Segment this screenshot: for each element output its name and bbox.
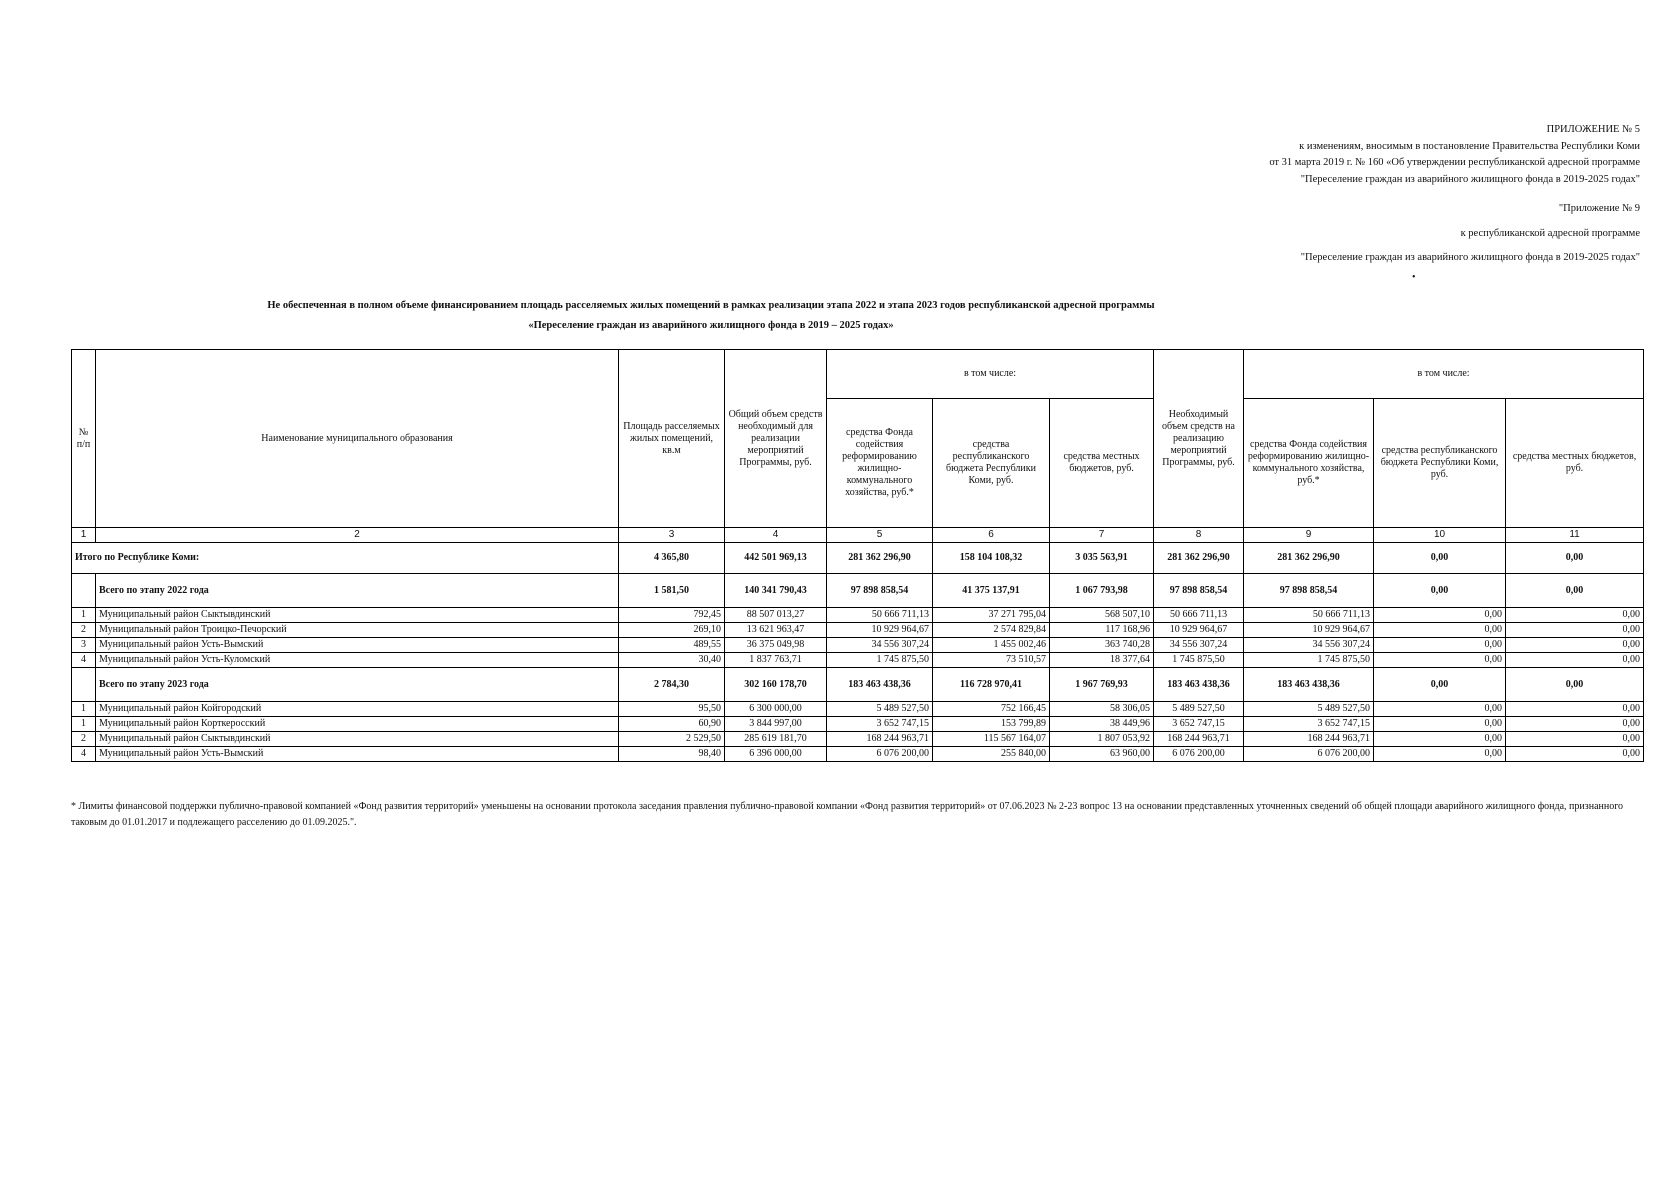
municipality-name: Муниципальный район Корткеросский <box>96 717 619 732</box>
municipality-name: Муниципальный район Сыктывдинский <box>96 608 619 623</box>
col-number: 4 <box>725 528 827 543</box>
row-number: 4 <box>72 747 96 762</box>
municipality-name: Муниципальный район Сыктывдинский <box>96 732 619 747</box>
header-including-2: в том числе: <box>1244 350 1644 399</box>
header-needed-volume: Необходимый объем средств на реализацию мероприятий Программы, руб. <box>1154 350 1244 528</box>
appendix-line: ПРИЛОЖЕНИЕ № 5 <box>1546 124 1640 135</box>
total-value: 281 362 296,90 <box>827 543 933 574</box>
cell-value: 50 666 711,13 <box>1244 608 1374 623</box>
cell-value: 5 489 527,50 <box>1154 702 1244 717</box>
cell-value: 0,00 <box>1374 702 1506 717</box>
cell-value: 5 489 527,50 <box>827 702 933 717</box>
col-number: 5 <box>827 528 933 543</box>
appendix-9-line: "Приложение № 9 <box>1558 203 1640 214</box>
municipality-name: Муниципальный район Усть-Куломский <box>96 653 619 668</box>
cell-value: 58 306,05 <box>1050 702 1154 717</box>
cell-value: 568 507,10 <box>1050 608 1154 623</box>
cell-value: 489,55 <box>619 638 725 653</box>
cell-value: 0,00 <box>1506 747 1644 762</box>
cell-value: 34 556 307,24 <box>1244 638 1374 653</box>
total-value: 4 365,80 <box>619 543 725 574</box>
appendix-9-line: к республиканской адресной программе <box>1460 227 1640 239</box>
cell-value: 0,00 <box>1374 732 1506 747</box>
stage-value: 140 341 790,43 <box>725 574 827 608</box>
table-row <box>72 717 1644 732</box>
col-number: 10 <box>1374 528 1506 543</box>
appendix-line: "Переселение граждан из аварийного жилищного фонда в 2019-2025 годах" <box>1300 173 1640 185</box>
cell-value: 34 556 307,24 <box>1154 638 1244 653</box>
stage-value: 0,00 <box>1374 668 1506 702</box>
title-line-1: Не обеспеченная в полном объеме финансированием площадь расселяемых жилых помещений в рамках реализации этапа 2022 и этапа 2023 годов республиканской адресной программы <box>267 300 1155 311</box>
table-row <box>72 653 1644 668</box>
col-number: 6 <box>933 528 1050 543</box>
cell-value: 0,00 <box>1374 747 1506 762</box>
header-fund-2: средства Фонда содействия реформированию жилищно-коммунального хозяйства, руб.* <box>1244 399 1374 528</box>
total-value: 158 104 108,32 <box>933 543 1050 574</box>
stage-value: 183 463 438,36 <box>1244 668 1374 702</box>
stage-value: 0,00 <box>1506 574 1644 608</box>
cell-value: 60,90 <box>619 717 725 732</box>
cell-value: 5 489 527,50 <box>1244 702 1374 717</box>
header-republic-budget-1: средства республиканского бюджета Республики Коми, руб. <box>933 399 1050 528</box>
row-number: 1 <box>72 717 96 732</box>
cell-value: 0,00 <box>1506 732 1644 747</box>
total-label: Итого по Республике Коми: <box>72 543 619 574</box>
cell-value: 792,45 <box>619 608 725 623</box>
header-local-budget-1: средства местных бюджетов, руб. <box>1050 399 1154 528</box>
header-fund-1: средства Фонда содействия реформированию жилищно-коммунального хозяйства, руб.* <box>827 399 933 528</box>
cell-value: 10 929 964,67 <box>1244 623 1374 638</box>
row-number: 2 <box>72 732 96 747</box>
cell-value: 34 556 307,24 <box>827 638 933 653</box>
cell-value: 30,40 <box>619 653 725 668</box>
col-number: 1 <box>72 528 96 543</box>
cell-value: 6 300 000,00 <box>725 702 827 717</box>
cell-value: 0,00 <box>1506 623 1644 638</box>
header-including-1: в том числе: <box>827 350 1154 399</box>
cell-value: 10 929 964,67 <box>827 623 933 638</box>
municipality-name: Муниципальный район Койгородский <box>96 702 619 717</box>
stage-value: 97 898 858,54 <box>1154 574 1244 608</box>
appendix-header <box>1269 122 1640 188</box>
appendix-line: к изменениям, вносимым в постановление Правительства Республики Коми <box>1299 140 1640 152</box>
stage-value: 97 898 858,54 <box>1244 574 1374 608</box>
total-value: 442 501 969,13 <box>725 543 827 574</box>
stage-value: 302 160 178,70 <box>725 668 827 702</box>
cell-value: 363 740,28 <box>1050 638 1154 653</box>
col-number: 3 <box>619 528 725 543</box>
cell-value: 1 837 763,71 <box>725 653 827 668</box>
cell-value: 1 455 002,46 <box>933 638 1050 653</box>
row-number: 4 <box>72 653 96 668</box>
cell-value: 0,00 <box>1374 608 1506 623</box>
stage-2022-row <box>72 574 1644 608</box>
col-number: 11 <box>1506 528 1644 543</box>
cell-value: 168 244 963,71 <box>1154 732 1244 747</box>
header-total-volume: Общий объем средств необходимый для реализации мероприятий Программы, руб. <box>725 350 827 528</box>
col-number: 2 <box>96 528 619 543</box>
cell-value: 269,10 <box>619 623 725 638</box>
cell-value: 37 271 795,04 <box>933 608 1050 623</box>
appendix-line: от 31 марта 2019 г. № 160 «Об утверждении республиканской адресной программе <box>1269 157 1640 168</box>
stage-value: 41 375 137,91 <box>933 574 1050 608</box>
document-title <box>0 296 1422 336</box>
cell-value: 73 510,57 <box>933 653 1050 668</box>
table-row <box>72 747 1644 762</box>
stage-value: 0,00 <box>1374 574 1506 608</box>
stage-2023-row <box>72 668 1644 702</box>
stage-value: 0,00 <box>1506 668 1644 702</box>
cell-value: 1 745 875,50 <box>827 653 933 668</box>
header-local-budget-2: средства местных бюджетов, руб. <box>1506 399 1644 528</box>
table-row <box>72 608 1644 623</box>
total-value: 3 035 563,91 <box>1050 543 1154 574</box>
header-area: Площадь расселяемых жилых помещений, кв.м <box>619 350 725 528</box>
stage-value: 97 898 858,54 <box>827 574 933 608</box>
cell-value: 18 377,64 <box>1050 653 1154 668</box>
stage-value: 116 728 970,41 <box>933 668 1050 702</box>
cell-value: 6 396 000,00 <box>725 747 827 762</box>
cell-value: 63 960,00 <box>1050 747 1154 762</box>
cell-value: 0,00 <box>1506 702 1644 717</box>
total-value: 0,00 <box>1506 543 1644 574</box>
cell-value: 2 574 829,84 <box>933 623 1050 638</box>
cell-value: 0,00 <box>1374 717 1506 732</box>
cell-value: 88 507 013,27 <box>725 608 827 623</box>
cell-value: 50 666 711,13 <box>827 608 933 623</box>
col-number: 9 <box>1244 528 1374 543</box>
municipality-name: Муниципальный район Усть-Вымский <box>96 638 619 653</box>
cell-value: 1 807 053,92 <box>1050 732 1154 747</box>
cell-value: 168 244 963,71 <box>827 732 933 747</box>
total-value: 281 362 296,90 <box>1154 543 1244 574</box>
row-number: 1 <box>72 702 96 717</box>
cell-value: 115 567 164,07 <box>933 732 1050 747</box>
data-table <box>71 349 1644 762</box>
title-line-2: «Переселение граждан из аварийного жилищного фонда в 2019 – 2025 годах» <box>528 320 894 331</box>
bullet-mark: • <box>1412 272 1416 283</box>
table-row <box>72 702 1644 717</box>
cell-value: 752 166,45 <box>933 702 1050 717</box>
cell-value: 38 449,96 <box>1050 717 1154 732</box>
stage-value: 2 784,30 <box>619 668 725 702</box>
cell-value: 0,00 <box>1374 623 1506 638</box>
cell-value: 168 244 963,71 <box>1244 732 1374 747</box>
stage-value: 1 067 793,98 <box>1050 574 1154 608</box>
footnote: * Лимиты финансовой поддержки публично-правовой компанией «Фонд развития территорий» уменьшены на основании протокола заседания правления публично-правовой компании «Фонд развития территорий» от 07.06.2023 № 2-23 вопрос 13 на основании представленных уточненных сведений об общей площади аварийного жилищного фонда, признанного таковым до 01.01.2017 и подлежащего расселению до 01.09.2025.". <box>71 801 1624 828</box>
stage-label: Всего по этапу 2022 года <box>96 574 619 608</box>
stage-value: 1 581,50 <box>619 574 725 608</box>
col-number: 7 <box>1050 528 1154 543</box>
cell-value: 2 529,50 <box>619 732 725 747</box>
header-num: № п/п <box>72 350 96 528</box>
table-row <box>72 638 1644 653</box>
stage-value: 183 463 438,36 <box>1154 668 1244 702</box>
column-numbers-row <box>72 528 1644 543</box>
cell-value: 0,00 <box>1506 638 1644 653</box>
cell-value: 153 799,89 <box>933 717 1050 732</box>
cell-value: 0,00 <box>1506 608 1644 623</box>
cell-value: 285 619 181,70 <box>725 732 827 747</box>
cell-value: 3 652 747,15 <box>827 717 933 732</box>
cell-value: 117 168,96 <box>1050 623 1154 638</box>
table-row <box>72 732 1644 747</box>
cell-value: 36 375 049,98 <box>725 638 827 653</box>
row-number: 1 <box>72 608 96 623</box>
cell-value: 13 621 963,47 <box>725 623 827 638</box>
total-value: 0,00 <box>1374 543 1506 574</box>
stage-value: 183 463 438,36 <box>827 668 933 702</box>
total-value: 281 362 296,90 <box>1244 543 1374 574</box>
cell-value: 6 076 200,00 <box>1244 747 1374 762</box>
row-number: 3 <box>72 638 96 653</box>
cell-value: 0,00 <box>1374 653 1506 668</box>
cell-value: 10 929 964,67 <box>1154 623 1244 638</box>
total-row <box>72 543 1644 574</box>
cell-value: 0,00 <box>1506 653 1644 668</box>
cell-value: 98,40 <box>619 747 725 762</box>
cell-value: 1 745 875,50 <box>1154 653 1244 668</box>
appendix-9-line: "Переселение граждан из аварийного жилищного фонда в 2019-2025 годах" <box>1300 252 1640 263</box>
header-name: Наименование муниципального образования <box>96 350 619 528</box>
stage-label: Всего по этапу 2023 года <box>96 668 619 702</box>
cell-value: 50 666 711,13 <box>1154 608 1244 623</box>
municipality-name: Муниципальный район Троицко-Печорский <box>96 623 619 638</box>
appendix-9-header <box>1301 203 1640 277</box>
row-number: 2 <box>72 623 96 638</box>
col-number: 8 <box>1154 528 1244 543</box>
cell-value: 255 840,00 <box>933 747 1050 762</box>
cell-value: 95,50 <box>619 702 725 717</box>
cell-value: 0,00 <box>1506 717 1644 732</box>
cell-value: 3 844 997,00 <box>725 717 827 732</box>
cell-value: 0,00 <box>1374 638 1506 653</box>
cell-value: 3 652 747,15 <box>1154 717 1244 732</box>
cell-value: 1 745 875,50 <box>1244 653 1374 668</box>
table-row <box>72 623 1644 638</box>
cell-value: 3 652 747,15 <box>1244 717 1374 732</box>
stage-value: 1 967 769,93 <box>1050 668 1154 702</box>
cell-value: 6 076 200,00 <box>827 747 933 762</box>
header-republic-budget-2: средства республиканского бюджета Республики Коми, руб. <box>1374 399 1506 528</box>
cell-value: 6 076 200,00 <box>1154 747 1244 762</box>
municipality-name: Муниципальный район Усть-Вымский <box>96 747 619 762</box>
